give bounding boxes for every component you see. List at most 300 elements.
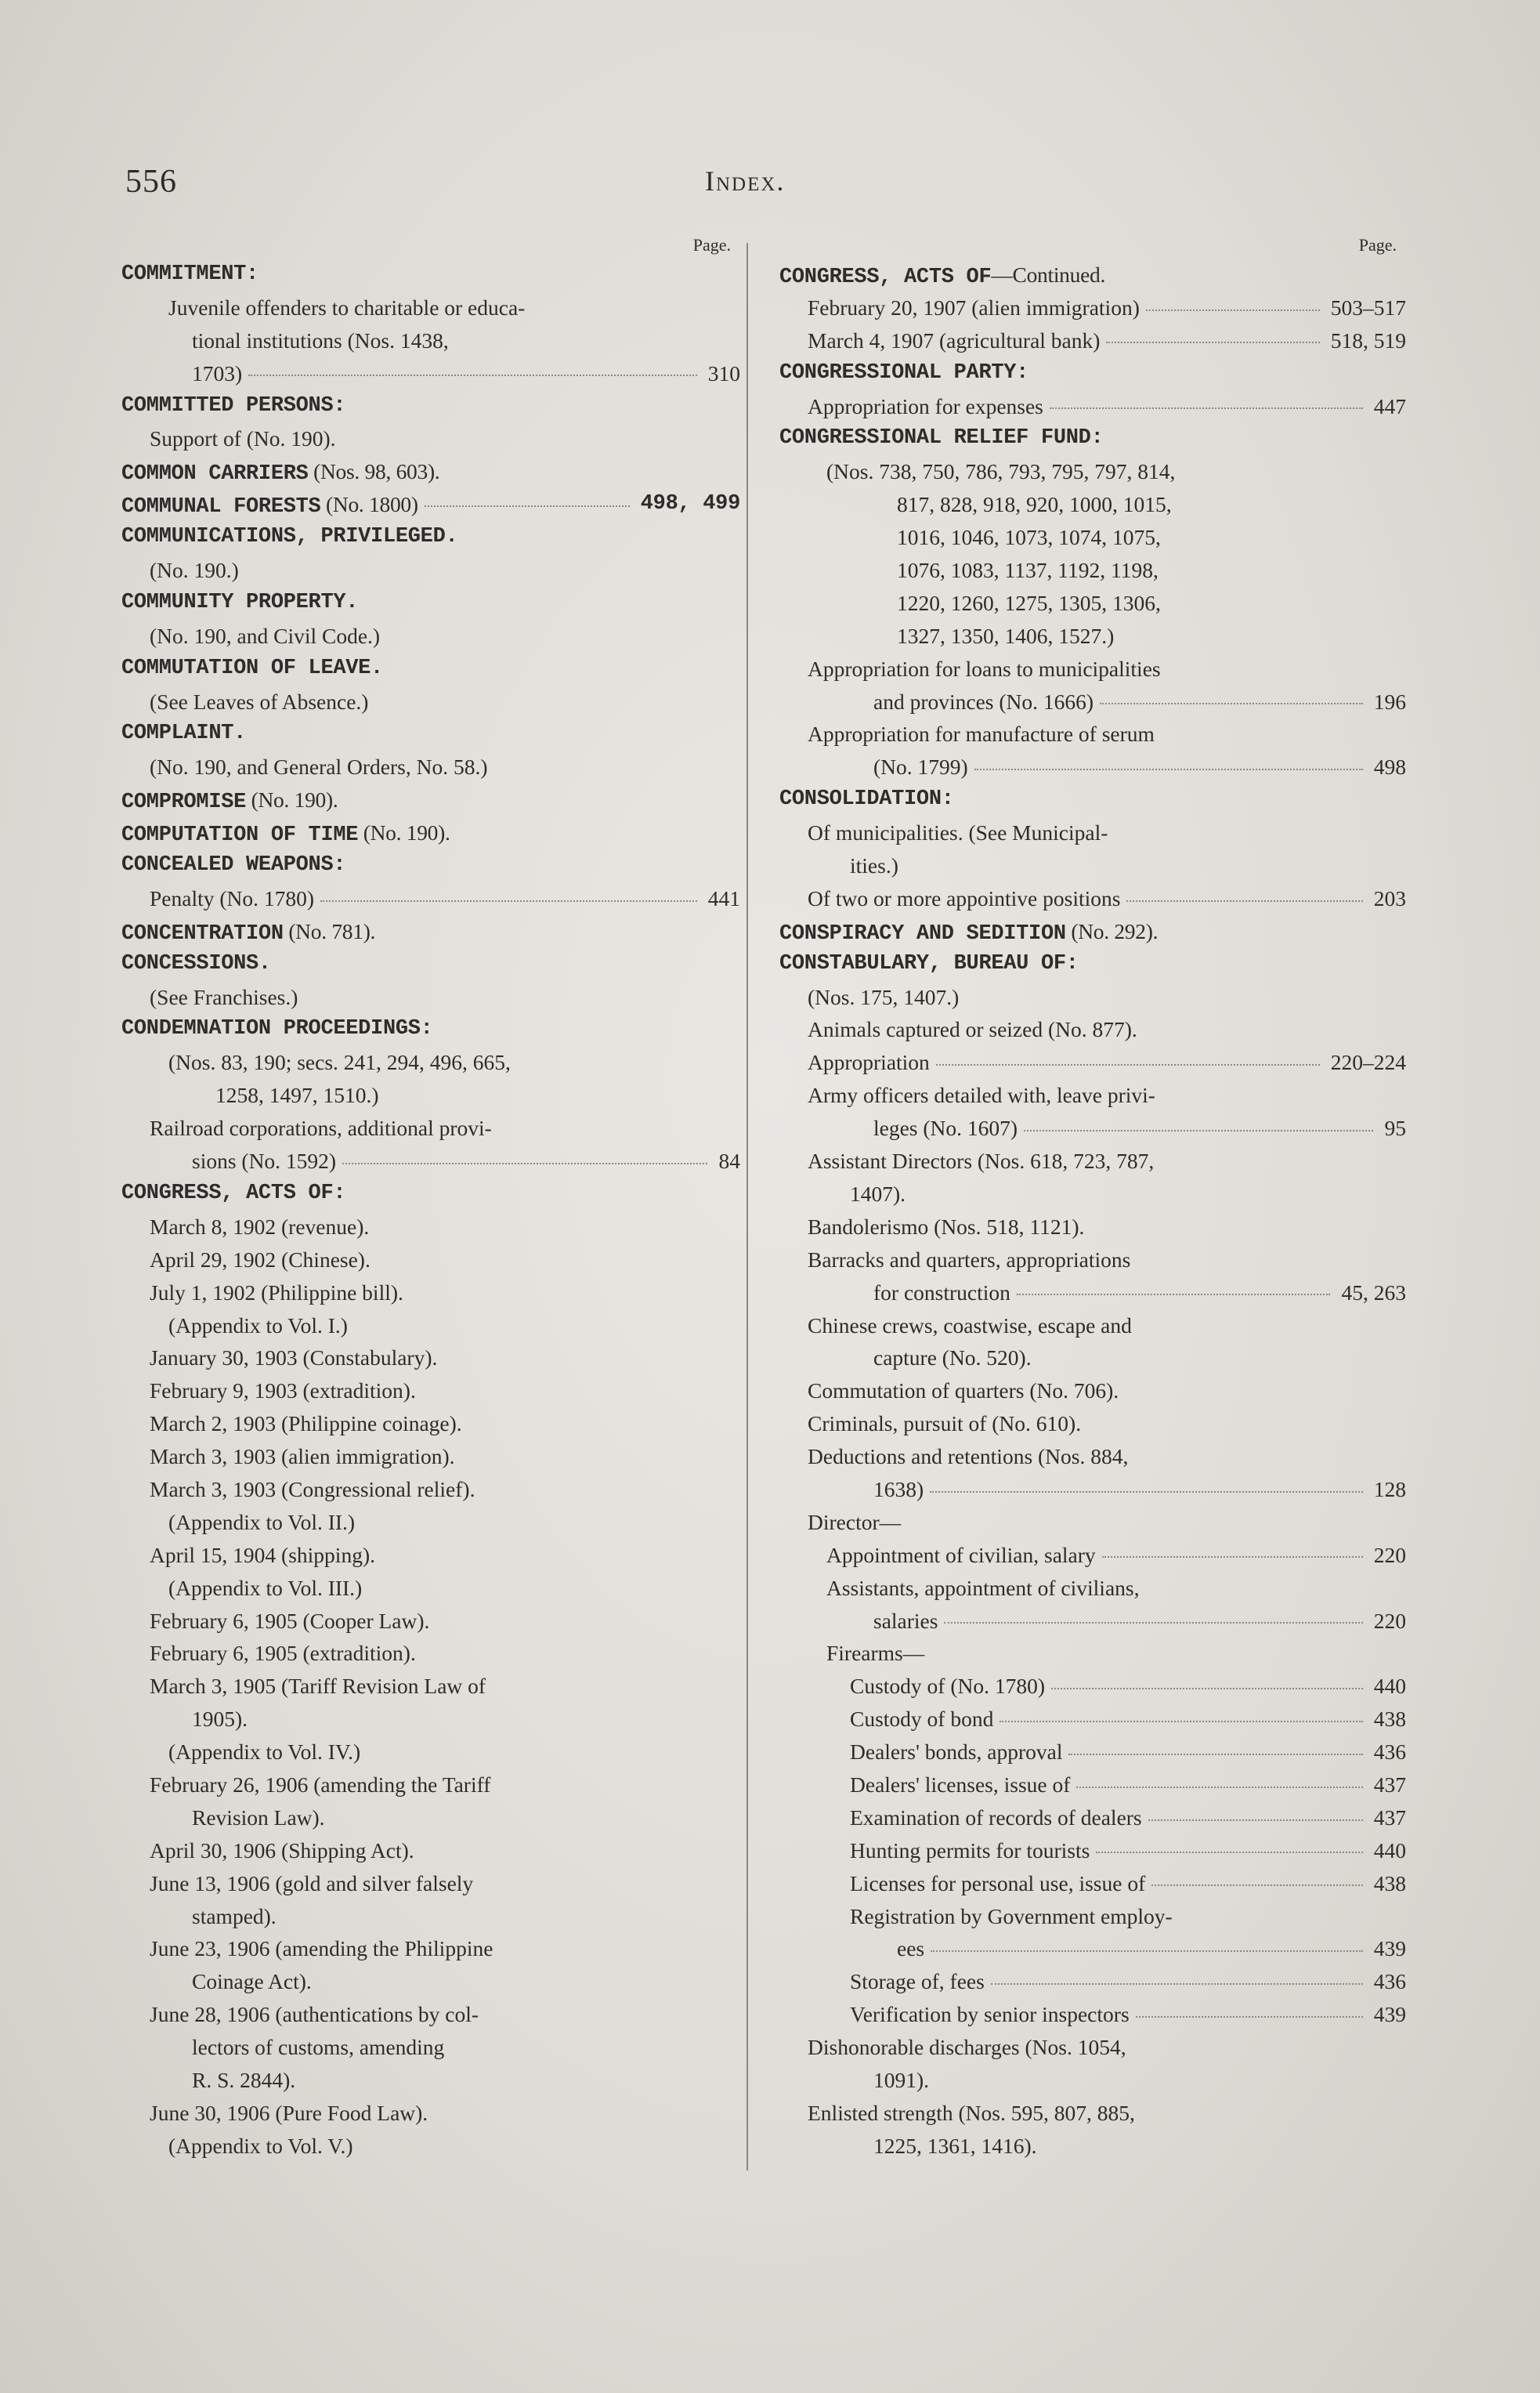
index-entry: [779, 1112, 1406, 1145]
index-entry: [779, 751, 1406, 784]
page-reference: 220–224: [1330, 1050, 1406, 1075]
page-column-label: Page.: [692, 235, 731, 255]
entry-text: 1905).: [192, 1707, 248, 1732]
entry-text: CONGRESS, ACTS OF:: [121, 1181, 346, 1205]
entry-text: (No. 190, and Civil Code.): [150, 623, 381, 648]
page-reference: 503–517: [1330, 295, 1406, 320]
entry-text: February 6, 1905 (extradition).: [150, 1641, 416, 1666]
page-reference: 95: [1384, 1116, 1406, 1141]
index-entry: [779, 1178, 1406, 1211]
entry-reference: (No. 781).: [283, 918, 376, 943]
left-column: [121, 235, 740, 2163]
column-divider: [747, 243, 748, 2170]
page-reference: 440: [1373, 1837, 1406, 1863]
entry-text: sions (No. 1592): [192, 1149, 337, 1174]
index-heading: [779, 259, 1406, 291]
entry-text: Director—: [808, 1509, 902, 1534]
index-entry: [121, 1145, 740, 1178]
index-entry: [121, 1670, 740, 1703]
dot-leader: [1106, 342, 1320, 343]
index-entry: [779, 2097, 1406, 2130]
dot-leader: [425, 505, 630, 507]
entry-text: COMPROMISE: [121, 791, 247, 815]
entry-text: CONCEALED WEAPONS:: [121, 853, 346, 878]
page-column-label: Page.: [1358, 235, 1397, 255]
entry-text: April 30, 1906 (Shipping Act).: [150, 1837, 414, 1863]
entry-text: Appropriation for manufacture of serum: [808, 722, 1155, 747]
page-reference: 498, 499: [640, 492, 740, 516]
index-entry: [779, 1079, 1406, 1112]
entry-text: and provinces (No. 1666): [873, 689, 1094, 714]
entry-text: 1076, 1083, 1137, 1192, 1198,: [897, 558, 1159, 583]
index-entry: [121, 686, 740, 719]
entry-reference: (No. 190).: [246, 787, 338, 813]
dot-leader: [1096, 1852, 1363, 1853]
entry-text: ities.): [850, 853, 898, 878]
index-entry: [121, 1407, 740, 1440]
index-entry: [779, 554, 1406, 587]
entry-text: Juvenile offenders to charitable or educa-: [168, 295, 526, 320]
dot-leader: [1102, 1556, 1363, 1558]
dot-leader: [342, 1163, 707, 1164]
entry-text: July 1, 1902 (Philippine bill).: [150, 1280, 403, 1305]
index-entry: [121, 1834, 740, 1867]
dot-leader: [1050, 407, 1363, 409]
entry-text: February 9, 1903 (extradition).: [150, 1378, 416, 1403]
index-entry: [121, 1244, 740, 1276]
index-entry: [121, 1276, 740, 1309]
index-heading: [121, 816, 740, 849]
entry-text: 1091).: [873, 2067, 930, 2092]
entry-text: 1327, 1350, 1406, 1527.): [897, 623, 1115, 648]
entry-text: June 28, 1906 (authentications by col-: [150, 2002, 479, 2027]
entry-text: 1225, 1361, 1416).: [873, 2133, 1037, 2158]
entry-text: Dealers' licenses, issue of: [850, 1772, 1071, 1797]
entry-text: Bandolerismo (Nos. 518, 1121).: [808, 1214, 1085, 1239]
entry-reference: —Continued.: [991, 262, 1106, 287]
entry-text: Custody of bond: [850, 1707, 994, 1732]
page-reference: 441: [707, 885, 740, 910]
entry-text: Hunting permits for tourists: [850, 1837, 1090, 1863]
index-heading: [121, 390, 740, 423]
entry-text: leges (No. 1607): [873, 1116, 1018, 1141]
index-entry: [121, 1867, 740, 1900]
dot-leader: [1051, 1688, 1363, 1689]
index-entry: [779, 2130, 1406, 2163]
dot-leader: [320, 900, 697, 902]
entry-text: CONGRESS, ACTS OF: [779, 266, 992, 289]
index-entry: [779, 1244, 1406, 1276]
index-heading: [779, 948, 1406, 981]
dot-leader: [930, 1491, 1363, 1493]
index-entry: [779, 1341, 1406, 1374]
index-entry: [121, 1046, 740, 1079]
dot-leader: [1017, 1294, 1330, 1295]
dot-leader: [936, 1064, 1320, 1066]
page-reference: 438: [1373, 1870, 1406, 1895]
entry-text: (Nos. 83, 190; secs. 241, 294, 496, 665,: [168, 1050, 511, 1075]
entry-text: capture (No. 520).: [873, 1345, 1032, 1370]
entry-text: February 26, 1906 (amending the Tariff: [150, 1772, 491, 1797]
entry-text: January 30, 1903 (Constabulary).: [150, 1345, 438, 1370]
index-heading: [121, 521, 740, 554]
index-entry: [779, 390, 1406, 423]
index-entry: [779, 1867, 1406, 1900]
page-reference: 437: [1373, 1772, 1406, 1797]
index-entry: [121, 2097, 740, 2130]
dot-leader: [1126, 900, 1363, 902]
entry-text: CONCESSIONS.: [121, 951, 271, 976]
index-entry: [121, 422, 740, 455]
index-entry: [779, 849, 1406, 882]
index-entry: [121, 1769, 740, 1801]
index-entry: [779, 1998, 1406, 2031]
dot-leader: [974, 769, 1363, 770]
entry-text: stamped).: [192, 1903, 277, 1928]
index-entry: [779, 1473, 1406, 1506]
entry-text: CONGRESSIONAL RELIEF FUND:: [779, 426, 1104, 451]
entry-text: Barracks and quarters, appropriations: [808, 1247, 1131, 1272]
index-heading: [121, 915, 740, 948]
index-entry: [779, 1801, 1406, 1834]
index-entry: [779, 587, 1406, 620]
index-entry: [779, 1670, 1406, 1703]
entry-reference: (No. 292).: [1065, 918, 1159, 943]
entry-text: March 4, 1907 (agricultural bank): [808, 328, 1101, 353]
page-reference: 436: [1373, 1740, 1406, 1765]
entry-text: CONGRESSIONAL PARTY:: [779, 360, 1029, 385]
index-heading: [121, 455, 740, 488]
entry-text: COMMITMENT:: [121, 262, 258, 286]
entry-text: Coinage Act).: [192, 1969, 312, 1994]
entry-text: 1258, 1497, 1510.): [215, 1083, 379, 1108]
entry-text: CONDEMNATION PROCEEDINGS:: [121, 1017, 433, 1041]
index-entry: [779, 455, 1406, 488]
dot-leader: [1076, 1787, 1363, 1788]
index-heading: [121, 653, 740, 686]
entry-text: (No. 190, and General Orders, No. 58.): [150, 755, 488, 780]
entry-text: Firearms—: [826, 1641, 925, 1666]
index-entry: [779, 1637, 1406, 1670]
index-entry: [121, 1572, 740, 1605]
index-entry: [121, 1965, 740, 1998]
index-entry: [779, 1211, 1406, 1244]
entry-text: COMMUTATION OF LEAVE.: [121, 656, 383, 680]
index-entry: [121, 2130, 740, 2163]
entry-text: March 3, 1903 (Congressional relief).: [150, 1476, 475, 1501]
index-entry: [779, 1145, 1406, 1178]
entry-text: salaries: [873, 1608, 938, 1633]
dot-leader: [1068, 1754, 1363, 1755]
page-reference: 196: [1373, 689, 1406, 714]
index-heading: [779, 422, 1406, 455]
index-entry: [779, 291, 1406, 324]
entry-text: Dishonorable discharges (Nos. 1054,: [808, 2035, 1126, 2060]
page-reference: 310: [707, 360, 740, 386]
dot-leader: [991, 1983, 1363, 1985]
page-reference: 447: [1373, 393, 1406, 418]
index-entries-right: [779, 259, 1406, 2163]
index-heading: [121, 488, 740, 521]
page-reference: 437: [1373, 1805, 1406, 1830]
entry-text: Chinese crews, coastwise, escape and: [808, 1312, 1132, 1338]
entry-text: 1638): [873, 1476, 924, 1501]
page-reference: 128: [1373, 1476, 1406, 1501]
entry-text: Appropriation for loans to municipalities: [808, 656, 1161, 681]
index-entry: [779, 981, 1406, 1014]
index-entry: [121, 2031, 740, 2064]
page-reference: 440: [1373, 1674, 1406, 1699]
index-heading: [779, 357, 1406, 390]
entry-text: Assistants, appointment of civilians,: [826, 1575, 1140, 1600]
entry-text: March 2, 1903 (Philippine coinage).: [150, 1411, 462, 1436]
page-reference: 438: [1373, 1707, 1406, 1732]
entry-text: March 3, 1905 (Tariff Revision Law of: [150, 1674, 486, 1699]
dot-leader: [931, 1950, 1363, 1952]
page-number: 556: [125, 164, 177, 200]
index-entry: [779, 2031, 1406, 2064]
index-entries-left: [121, 259, 740, 2163]
index-heading: [121, 259, 740, 291]
index-entry: [779, 1900, 1406, 1933]
index-heading: [121, 587, 740, 620]
entry-text: 1407).: [850, 1181, 906, 1206]
index-entry: [121, 981, 740, 1014]
page-reference: 436: [1373, 1969, 1406, 1994]
index-heading: [779, 784, 1406, 816]
index-entry: [121, 1703, 740, 1736]
page-reference: 220: [1373, 1542, 1406, 1567]
entry-text: COMMITTED PERSONS:: [121, 393, 346, 418]
index-entry: [779, 1276, 1406, 1309]
entry-text: June 30, 1906 (Pure Food Law).: [150, 2100, 428, 2125]
index-entry: [779, 1932, 1406, 1965]
page-reference: 84: [718, 1149, 740, 1174]
index-entry: [121, 1736, 740, 1769]
dot-leader: [1024, 1130, 1373, 1131]
entry-text: Railroad corporations, additional provi-: [150, 1116, 492, 1141]
entry-text: March 8, 1902 (revenue).: [150, 1214, 370, 1239]
index-entry: [779, 1834, 1406, 1867]
index-entry: [779, 1013, 1406, 1046]
index-entry: [779, 1736, 1406, 1769]
entry-text: 817, 828, 918, 920, 1000, 1015,: [897, 492, 1172, 517]
entry-text: 1220, 1260, 1275, 1305, 1306,: [897, 590, 1161, 615]
index-entry: [779, 1605, 1406, 1638]
index-entry: [779, 521, 1406, 554]
index-entry: [121, 1374, 740, 1407]
index-entry: [779, 816, 1406, 849]
index-heading: [121, 1178, 740, 1211]
dot-leader: [248, 375, 697, 376]
entry-text: R. S. 2844).: [192, 2067, 296, 2092]
page-reference: 220: [1373, 1608, 1406, 1633]
page-reference: 45, 263: [1341, 1280, 1406, 1305]
index-heading: [779, 915, 1406, 948]
entry-text: CONSPIRACY AND SEDITION: [779, 921, 1066, 946]
index-entry: [779, 620, 1406, 653]
dot-leader: [1146, 310, 1320, 311]
entry-text: COMMON CARRIERS: [121, 462, 309, 487]
entry-text: April 29, 1902 (Chinese).: [150, 1247, 371, 1272]
index-entry: [779, 1769, 1406, 1801]
entry-text: (Appendix to Vol. IV.): [168, 1740, 361, 1765]
index-entry: [779, 1440, 1406, 1473]
entry-text: Dealers' bonds, approval: [850, 1740, 1063, 1765]
entry-text: February 20, 1907 (alien immigration): [808, 295, 1140, 320]
index-entry: [121, 324, 740, 357]
index-entry: [121, 1605, 740, 1638]
entry-text: 1016, 1046, 1073, 1074, 1075,: [897, 525, 1161, 550]
index-entry: [779, 1407, 1406, 1440]
entry-text: (Appendix to Vol. V.): [168, 2133, 353, 2158]
entry-text: ees: [897, 1936, 925, 1961]
entry-text: CONCENTRATION: [121, 921, 284, 946]
entry-text: Animals captured or seized (No. 877).: [808, 1017, 1137, 1042]
index-entry: [121, 1539, 740, 1572]
entry-text: April 15, 1904 (shipping).: [150, 1542, 375, 1567]
index-entry: [121, 1637, 740, 1670]
entry-text: Of two or more appointive positions: [808, 885, 1121, 910]
dot-leader: [944, 1622, 1363, 1624]
index-entry: [121, 554, 740, 587]
index-entry: [779, 1046, 1406, 1079]
entry-text: COMMUNICATIONS, PRIVILEGED.: [121, 525, 458, 549]
entry-text: Appropriation: [808, 1050, 930, 1075]
page-reference: 439: [1373, 1936, 1406, 1961]
entry-text: Of municipalities. (See Municipal-: [808, 820, 1108, 845]
entry-reference: (No. 1800): [320, 492, 418, 517]
index-entry: [779, 1965, 1406, 1998]
index-entry: [121, 1506, 740, 1539]
page-reference: 439: [1373, 2002, 1406, 2027]
index-entry: [779, 324, 1406, 357]
entry-text: 1703): [192, 360, 243, 386]
entry-text: February 6, 1905 (Cooper Law).: [150, 1608, 430, 1633]
dot-leader: [1148, 1819, 1363, 1821]
entry-text: Examination of records of dealers: [850, 1805, 1142, 1830]
entry-text: Support of (No. 190).: [150, 426, 336, 451]
dot-leader: [1136, 2016, 1363, 2018]
index-entry: [121, 1440, 740, 1473]
index-entry: [121, 1112, 740, 1145]
index-entry: [121, 751, 740, 784]
index-entry: [779, 1572, 1406, 1605]
entry-text: (See Leaves of Absence.): [150, 689, 369, 714]
entry-text: Appropriation for expenses: [808, 393, 1043, 418]
entry-text: (Appendix to Vol. I.): [168, 1312, 348, 1338]
index-entry: [121, 620, 740, 653]
entry-text: CONSTABULARY, BUREAU OF:: [779, 951, 1079, 976]
index-entry: [121, 1473, 740, 1506]
page-reference: 203: [1373, 885, 1406, 910]
entry-text: Army officers detailed with, leave privi-: [808, 1083, 1155, 1108]
index-entry: [779, 2064, 1406, 2097]
entry-text: tional institutions (Nos. 1438,: [192, 328, 449, 353]
page-title: Index.: [705, 165, 786, 197]
entry-text: Storage of, fees: [850, 1969, 985, 1994]
entry-text: June 13, 1906 (gold and silver falsely: [150, 1870, 474, 1895]
entry-text: (Nos. 738, 750, 786, 793, 795, 797, 814,: [826, 459, 1176, 484]
entry-text: Licenses for personal use, issue of: [850, 1870, 1146, 1895]
index-entry: [779, 1703, 1406, 1736]
entry-text: Penalty (No. 1780): [150, 885, 315, 910]
index-entry: [779, 1506, 1406, 1539]
entry-text: (No. 190.): [150, 558, 239, 583]
index-heading: [121, 718, 740, 751]
page-reference: 518, 519: [1330, 328, 1406, 353]
index-heading: [121, 948, 740, 981]
index-heading: [121, 849, 740, 882]
entry-text: Verification by senior inspectors: [850, 2002, 1130, 2027]
entry-text: COMPUTATION OF TIME: [121, 824, 359, 848]
entry-text: (Appendix to Vol. II.): [168, 1509, 356, 1534]
entry-text: Criminals, pursuit of (No. 610).: [808, 1411, 1082, 1436]
index-entry: [779, 1374, 1406, 1407]
entry-text: (Appendix to Vol. III.): [168, 1575, 363, 1600]
entry-text: CONSOLIDATION:: [779, 787, 954, 812]
entry-text: COMMUNAL FORESTS: [121, 495, 321, 520]
index-entry: [121, 1801, 740, 1834]
index-entry: [121, 291, 740, 324]
entry-text: Deductions and retentions (Nos. 884,: [808, 1444, 1129, 1469]
index-entry: [121, 1932, 740, 1965]
index-entry: [121, 1998, 740, 2031]
index-entry: [121, 1900, 740, 1933]
entry-text: COMMUNITY PROPERTY.: [121, 590, 359, 614]
entry-text: Commutation of quarters (No. 706).: [808, 1378, 1119, 1403]
index-entry: [779, 882, 1406, 915]
index-entry: [121, 2064, 740, 2097]
index-entry: [121, 1341, 740, 1374]
dot-leader: [1151, 1884, 1363, 1886]
index-entry: [121, 1211, 740, 1244]
index-entry: [779, 488, 1406, 521]
entry-reference: (No. 190).: [358, 820, 450, 845]
page-reference: 498: [1373, 755, 1406, 780]
index-entry: [779, 686, 1406, 719]
entry-text: Custody of (No. 1780): [850, 1674, 1046, 1699]
entry-text: (Nos. 175, 1407.): [808, 984, 960, 1009]
entry-text: for construction: [873, 1280, 1010, 1305]
index-entry: [779, 653, 1406, 686]
index-heading: [121, 1013, 740, 1046]
index-entry: [121, 882, 740, 915]
entry-text: Revision Law).: [192, 1805, 325, 1830]
entry-text: Enlisted strength (Nos. 595, 807, 885,: [808, 2100, 1135, 2125]
index-entry: [779, 1309, 1406, 1342]
index-heading: [121, 784, 740, 816]
right-column: [779, 235, 1406, 2163]
dot-leader: [1000, 1721, 1363, 1722]
index-entry: [779, 718, 1406, 751]
entry-text: March 3, 1903 (alien immigration).: [150, 1444, 455, 1469]
entry-text: (See Franchises.): [150, 984, 298, 1009]
entry-text: COMPLAINT.: [121, 722, 247, 746]
entry-reference: (Nos. 98, 603).: [308, 459, 440, 484]
entry-text: Appointment of civilian, salary: [826, 1542, 1096, 1567]
index-entry: [121, 1079, 740, 1112]
entry-text: June 23, 1906 (amending the Philippine: [150, 1936, 493, 1961]
index-entry: [121, 357, 740, 390]
dot-leader: [1100, 703, 1363, 704]
index-entry: [779, 1539, 1406, 1572]
index-entry: [121, 1309, 740, 1342]
entry-text: Assistant Directors (Nos. 618, 723, 787,: [808, 1149, 1155, 1174]
entry-text: Registration by Government employ-: [850, 1903, 1173, 1928]
entry-text: lectors of customs, amending: [192, 2035, 445, 2060]
entry-text: (No. 1799): [873, 755, 968, 780]
